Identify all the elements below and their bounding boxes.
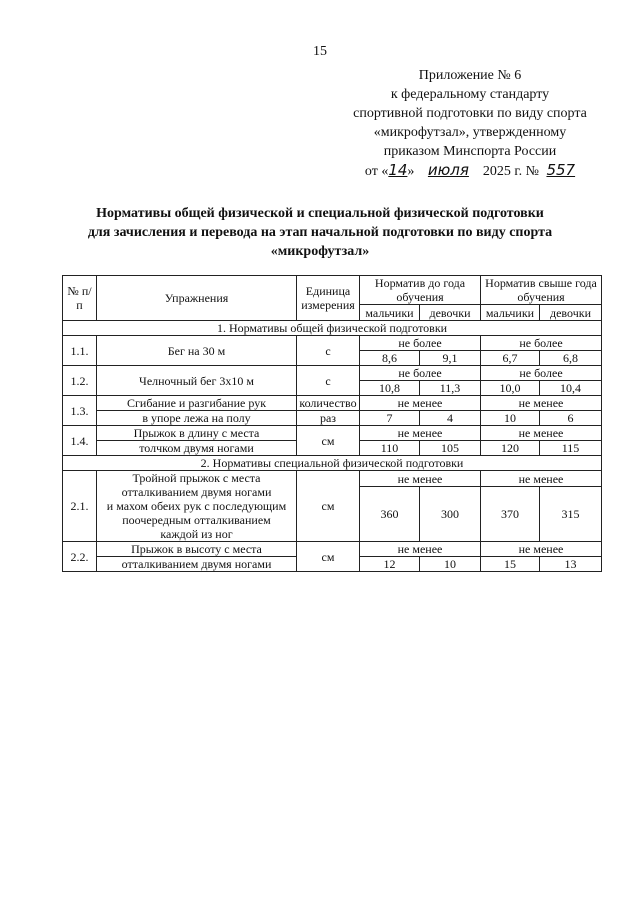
value-girls: 9,1 <box>420 351 481 366</box>
value-boys: 7 <box>360 411 420 426</box>
value-girls: 6 <box>540 411 602 426</box>
unit: с <box>297 366 360 396</box>
value-girls: 10 <box>420 557 481 572</box>
row-number: 1.3. <box>63 396 97 426</box>
title-line: «микрофутзал» <box>270 244 370 259</box>
value-boys: 10 <box>481 411 540 426</box>
value-girls: 4 <box>420 411 481 426</box>
norm-condition: не менее <box>481 542 602 557</box>
title-line: Нормативы общей физической и специальной физической подготовки <box>96 206 544 221</box>
value-girls: 10,4 <box>540 381 602 396</box>
exercise-name-line: поочередным отталкиванием <box>122 513 271 527</box>
value-girls: 105 <box>420 441 481 456</box>
value-boys: 120 <box>481 441 540 456</box>
appendix-line: Приложение № 6 <box>418 68 522 83</box>
unit-line: раз <box>297 411 360 426</box>
value-girls: 11,3 <box>420 381 481 396</box>
norm-condition: не менее <box>360 471 481 487</box>
header-girls: девочки <box>540 305 602 321</box>
norm-condition: не более <box>360 366 481 381</box>
norm-condition: не менее <box>360 396 481 411</box>
header-girls: девочки <box>420 305 481 321</box>
value-girls: 300 <box>420 487 481 542</box>
unit: см <box>297 471 360 542</box>
value-girls: 13 <box>540 557 602 572</box>
norm-condition: не менее <box>481 471 602 487</box>
title-line: для зачисления и перевода на этап начальной подготовки по виду спорта <box>87 225 553 240</box>
appendix-line: «микрофутзал», утвержденному <box>373 125 567 140</box>
value-boys: 10,0 <box>481 381 540 396</box>
value-boys: 360 <box>360 487 420 542</box>
order-sep: » <box>407 164 415 179</box>
unit: с <box>297 336 360 366</box>
header-boys: мальчики <box>360 305 420 321</box>
value-boys: 6,7 <box>481 351 540 366</box>
row-number: 1.4. <box>63 426 97 456</box>
value-boys: 12 <box>360 557 420 572</box>
value-boys: 370 <box>481 487 540 542</box>
header-over-year: Норматив свыше года обучения <box>481 276 602 305</box>
unit: см <box>297 426 360 456</box>
row-number: 1.2. <box>63 366 97 396</box>
document-title <box>40 204 600 261</box>
appendix-block <box>330 66 610 181</box>
norm-condition: не более <box>360 336 481 351</box>
value-boys: 15 <box>481 557 540 572</box>
value-boys: 8,6 <box>360 351 420 366</box>
appendix-line: приказом Минспорта России <box>383 144 557 159</box>
value-girls: 315 <box>540 487 602 542</box>
exercise-name-line: и махом обеих рук с последующим <box>106 499 287 513</box>
value-girls: 115 <box>540 441 602 456</box>
unit-line: количество <box>297 396 360 411</box>
row-number: 2.2. <box>63 542 97 572</box>
norm-condition: не менее <box>360 426 481 441</box>
order-year: 2025 г. № <box>482 164 539 179</box>
exercise-name-line: в упоре лежа на полу <box>97 411 297 426</box>
unit: см <box>297 542 360 572</box>
order-line <box>330 161 610 181</box>
exercise-name <box>97 471 297 542</box>
norm-condition: не более <box>481 366 602 381</box>
header-num: № п/п <box>63 276 97 321</box>
header-unit: Единица измерения <box>297 276 360 321</box>
exercise-name: Челночный бег 3x10 м <box>97 366 297 396</box>
value-boys: 110 <box>360 441 420 456</box>
header-exercise: Упражнения <box>97 276 297 321</box>
exercise-name-line: отталкиванием двумя ногами <box>97 557 297 572</box>
exercise-name-line: Прыжок в высоту с места <box>97 542 297 557</box>
exercise-name-line: каждой из ног <box>160 527 233 541</box>
order-month-handwritten: июля <box>427 161 469 179</box>
page-number: 15 <box>313 44 327 59</box>
row-number: 2.1. <box>63 471 97 542</box>
exercise-name: Бег на 30 м <box>97 336 297 366</box>
row-number: 1.1. <box>63 336 97 366</box>
value-girls: 6,8 <box>540 351 602 366</box>
section-title: 1. Нормативы общей физической подготовки <box>63 321 602 336</box>
exercise-name-line: Сгибание и разгибание рук <box>97 396 297 411</box>
appendix-line: спортивной подготовки по виду спорта <box>353 106 587 121</box>
order-number-handwritten: 557 <box>546 161 576 179</box>
exercise-name-line: Прыжок в длину с места <box>97 426 297 441</box>
norm-condition: не более <box>481 336 602 351</box>
exercise-name-line: отталкиванием двумя ногами <box>121 485 272 499</box>
exercise-name-line: Тройной прыжок с места <box>132 471 261 485</box>
norm-condition: не менее <box>481 426 602 441</box>
exercise-name-line: толчком двумя ногами <box>97 441 297 456</box>
norm-condition: не менее <box>481 396 602 411</box>
order-prefix: от « <box>364 164 389 179</box>
appendix-line: к федеральному стандарту <box>390 87 550 102</box>
norms-table <box>62 275 602 572</box>
norm-condition: не менее <box>360 542 481 557</box>
value-boys: 10,8 <box>360 381 420 396</box>
header-up-to-year: Норматив до года обучения <box>360 276 481 305</box>
section-title: 2. Нормативы специальной физической подготовки <box>63 456 602 471</box>
header-boys: мальчики <box>481 305 540 321</box>
order-day-handwritten: 14 <box>388 161 408 179</box>
